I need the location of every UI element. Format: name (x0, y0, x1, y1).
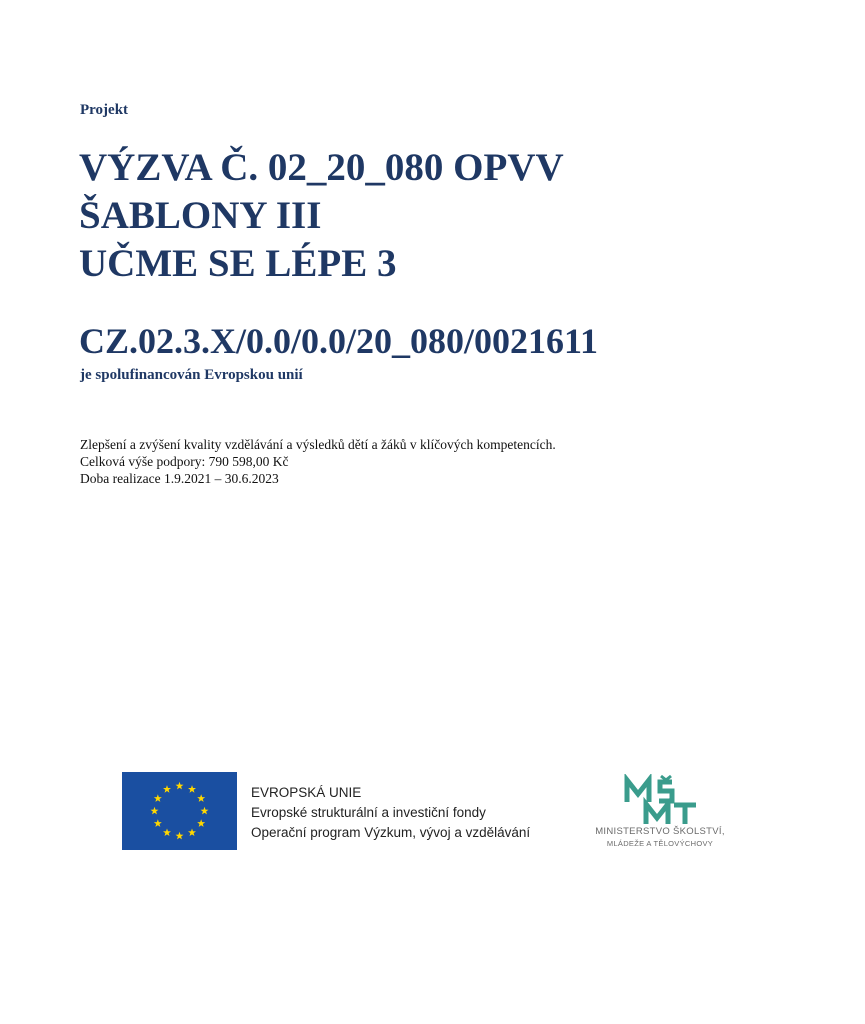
msmt-logo-line1: MINISTERSTVO ŠKOLSTVÍ, (595, 826, 725, 837)
info-line-goal: Zlepšení a zvýšení kvality vzdělávání a výsledků dětí a žáků v klíčových kompetencích. (80, 437, 556, 452)
eu-star-icon (151, 807, 159, 815)
eu-star-icon (176, 832, 184, 840)
cofinancing-note: je spolufinancován Evropskou unií (80, 367, 303, 383)
eu-logo-text (251, 783, 530, 843)
title-line: VÝZVA Č. 02_20_080 OPVV (79, 146, 564, 189)
project-label: Projekt (80, 102, 129, 118)
eu-logo-line: EVROPSKÁ UNIE (251, 785, 362, 800)
info-line-period: Doba realizace 1.9.2021 – 30.6.2023 (80, 471, 279, 486)
title-line: UČME SE LÉPE 3 (79, 242, 397, 285)
msmt-logo-icon (622, 774, 702, 826)
eu-star-icon (201, 807, 209, 815)
msmt-logo-line2: MLÁDEŽE A TĚLOVÝCHOVY (606, 839, 714, 848)
eu-star-icon (163, 828, 171, 836)
eu-star-icon (197, 794, 205, 802)
project-info (80, 436, 556, 487)
eu-flag-icon (122, 772, 237, 850)
eu-star-icon (163, 785, 171, 793)
eu-logo-line: Evropské strukturální a investiční fondy (251, 805, 486, 820)
eu-star-icon (197, 819, 205, 827)
eu-star-icon (154, 819, 162, 827)
eu-logo-line: Operační program Výzkum, vývoj a vzdělávání (251, 825, 531, 840)
eu-star-icon (188, 828, 196, 836)
eu-star-icon (154, 794, 162, 802)
eu-star-icon (188, 785, 196, 793)
eu-star-icon (176, 782, 184, 790)
registration-code: CZ.02.3.X/0.0/0.0/20_080/0021611 (79, 321, 599, 361)
info-line-support: Celková výše podpory: 790 598,00 Kč (80, 454, 289, 469)
title-line: ŠABLONY III (79, 194, 322, 237)
project-title (79, 144, 564, 288)
